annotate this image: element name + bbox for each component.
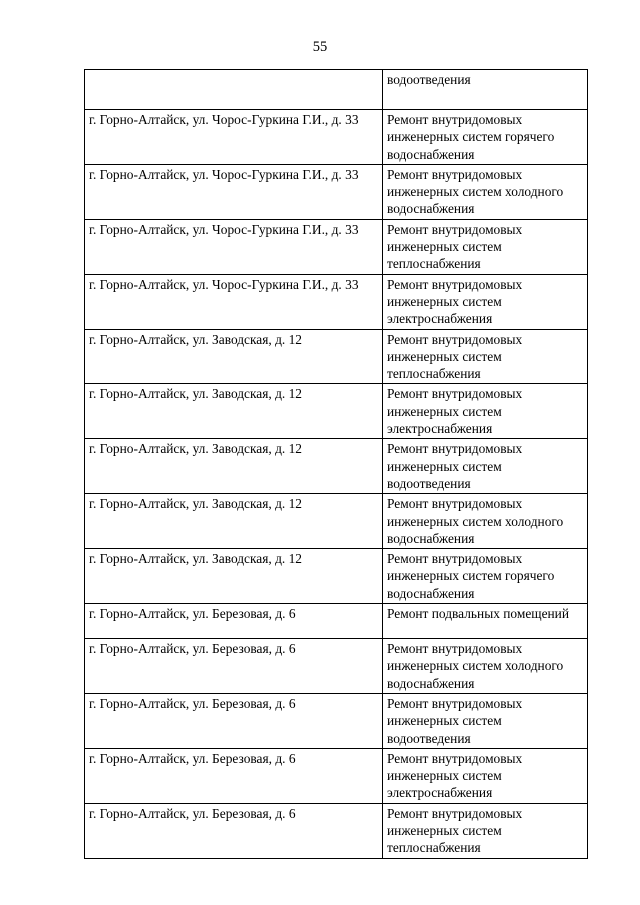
address-cell: г. Горно-Алтайск, ул. Заводская, д. 12 <box>85 384 383 439</box>
address-cell: г. Горно-Алтайск, ул. Чорос-Гуркина Г.И., д. 33 <box>85 219 383 274</box>
repair-works-table <box>84 69 588 859</box>
table-row <box>85 274 588 329</box>
address-cell: г. Горно-Алтайск, ул. Березовая, д. 6 <box>85 803 383 858</box>
table-row <box>85 748 588 803</box>
work-cell: Ремонт внутридомовых инженерных систем горячего водоснабжения <box>383 110 588 165</box>
table-row <box>85 219 588 274</box>
address-cell: г. Горно-Алтайск, ул. Березовая, д. 6 <box>85 693 383 748</box>
work-cell: Ремонт внутридомовых инженерных систем теплоснабжения <box>383 219 588 274</box>
work-cell: Ремонт внутридомовых инженерных систем теплоснабжения <box>383 329 588 384</box>
table-row <box>85 604 588 639</box>
work-cell: водоотведения <box>383 70 588 110</box>
address-cell: г. Горно-Алтайск, ул. Чорос-Гуркина Г.И., д. 33 <box>85 164 383 219</box>
work-cell: Ремонт внутридомовых инженерных систем электроснабжения <box>383 384 588 439</box>
table-row <box>85 693 588 748</box>
address-cell <box>85 70 383 110</box>
work-cell: Ремонт внутридомовых инженерных систем холодного водоснабжения <box>383 639 588 694</box>
table-row <box>85 803 588 858</box>
address-cell: г. Горно-Алтайск, ул. Заводская, д. 12 <box>85 439 383 494</box>
table-row <box>85 110 588 165</box>
table-row <box>85 639 588 694</box>
work-cell: Ремонт внутридомовых инженерных систем электроснабжения <box>383 748 588 803</box>
work-cell: Ремонт внутридомовых инженерных систем водоотведения <box>383 439 588 494</box>
work-cell: Ремонт внутридомовых инженерных систем водоотведения <box>383 693 588 748</box>
table-row <box>85 494 588 549</box>
table-row <box>85 164 588 219</box>
work-cell: Ремонт внутридомовых инженерных систем холодного водоснабжения <box>383 494 588 549</box>
address-cell: г. Горно-Алтайск, ул. Чорос-Гуркина Г.И., д. 33 <box>85 110 383 165</box>
work-cell: Ремонт внутридомовых инженерных систем электроснабжения <box>383 274 588 329</box>
address-cell: г. Горно-Алтайск, ул. Березовая, д. 6 <box>85 604 383 639</box>
table-row <box>85 329 588 384</box>
address-cell: г. Горно-Алтайск, ул. Чорос-Гуркина Г.И., д. 33 <box>85 274 383 329</box>
table-row <box>85 549 588 604</box>
page-number: 55 <box>312 39 328 55</box>
table-row <box>85 439 588 494</box>
work-cell: Ремонт внутридомовых инженерных систем холодного водоснабжения <box>383 164 588 219</box>
table-row <box>85 70 588 110</box>
address-cell: г. Горно-Алтайск, ул. Заводская, д. 12 <box>85 329 383 384</box>
address-cell: г. Горно-Алтайск, ул. Березовая, д. 6 <box>85 639 383 694</box>
address-cell: г. Горно-Алтайск, ул. Заводская, д. 12 <box>85 549 383 604</box>
work-cell: Ремонт внутридомовых инженерных систем теплоснабжения <box>383 803 588 858</box>
work-cell: Ремонт подвальных помещений <box>383 604 588 639</box>
work-cell: Ремонт внутридомовых инженерных систем горячего водоснабжения <box>383 549 588 604</box>
address-cell: г. Горно-Алтайск, ул. Березовая, д. 6 <box>85 748 383 803</box>
table-row <box>85 384 588 439</box>
address-cell: г. Горно-Алтайск, ул. Заводская, д. 12 <box>85 494 383 549</box>
